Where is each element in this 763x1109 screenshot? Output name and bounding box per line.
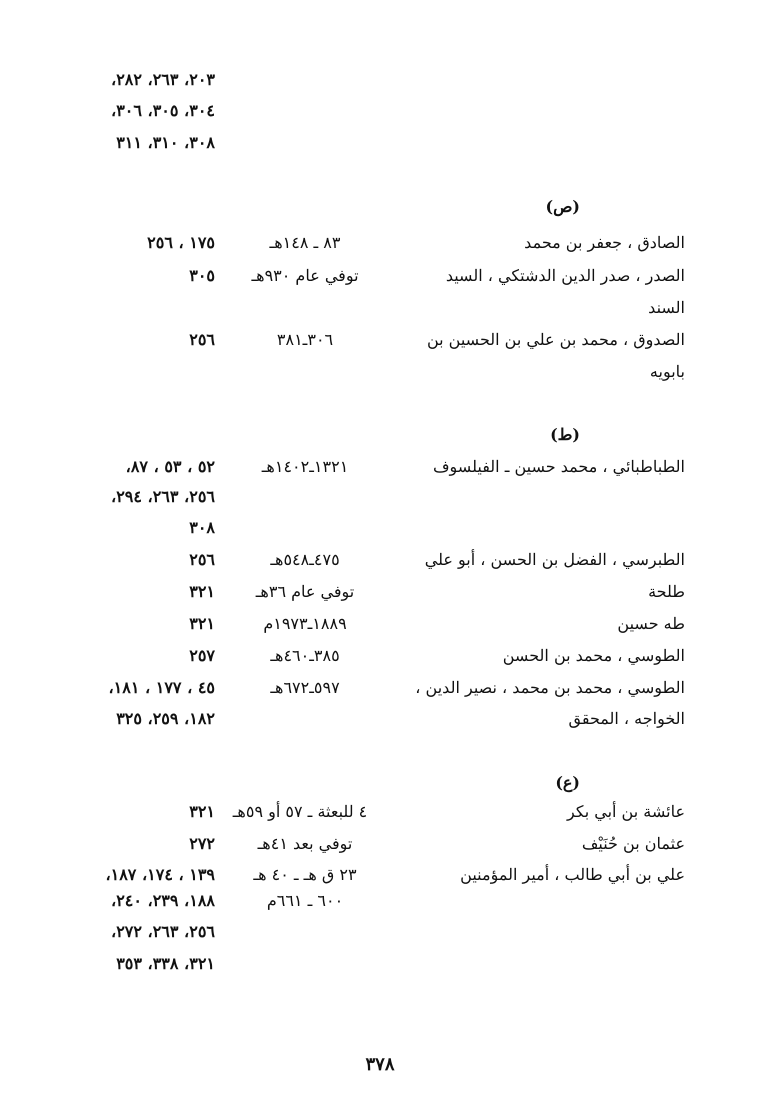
entry-pages: ٣٠٥ — [189, 266, 215, 285]
entry-name: عائشة بن أبي بكر — [567, 802, 685, 821]
entry-date: ٤٧٥ـ٥٤٨هـ — [270, 550, 340, 569]
entry-name-continuation: بابويه — [649, 362, 685, 381]
entry-pages-continuation: ٣٠٨ — [189, 518, 215, 537]
entry-pages: ٢٧٢ — [189, 834, 215, 853]
entry-pages: ١٧٥ ، ٢٥٦ — [147, 233, 215, 252]
entry-name: علي بن أبي طالب ، أمير المؤمنين — [460, 865, 685, 884]
entry-pages-continuation: ٢٥٦، ٢٦٣، ٢٩٤، — [111, 487, 215, 506]
entry-name: الطبرسي ، الفضل بن الحسن ، أبو علي — [424, 550, 685, 569]
entry-pages: ٢٥٦ — [189, 550, 215, 569]
entry-date: ١٣٢١ـ١٤٠٢هـ — [261, 457, 349, 476]
entry-pages: ٤٥ ، ١٧٧ ، ١٨١، — [108, 678, 215, 697]
page-number: ٣٧٨ — [365, 1054, 395, 1075]
carryover-pages-line-1: ٢٠٣، ٢٦٣، ٢٨٢، — [111, 70, 215, 89]
entry-name-continuation: السند — [648, 298, 685, 317]
entry-name: طلحة — [648, 582, 685, 601]
entry-name: الصادق ، جعفر بن محمد — [524, 233, 685, 252]
entry-pages: ٣٢١ — [189, 802, 215, 821]
entry-name: طه حسين — [617, 614, 685, 633]
entry-name: الصدر ، صدر الدين الدشتكي ، السيد — [445, 266, 685, 285]
entry-pages-continuation: ١٨٨، ٢٣٩، ٢٤٠، — [111, 891, 215, 910]
entry-name-continuation: الخواجه ، المحقق — [568, 709, 685, 728]
entry-date: ٥٩٧ـ٦٧٢هـ — [270, 678, 340, 697]
entry-pages: ٥٢ ، ٥٣ ، ٨٧، — [125, 457, 215, 476]
entry-date: ٣٠٦ـ٣٨١ — [276, 330, 334, 349]
entry-date: توفي عام ٩٣٠هـ — [251, 266, 359, 285]
entry-name: الصدوق ، محمد بن علي بن الحسين بن — [426, 330, 685, 349]
carryover-pages-line-2: ٣٠٤، ٣٠٥، ٣٠٦، — [111, 101, 215, 120]
carryover-pages-line-3: ٣٠٨، ٣١٠، ٣١١ — [116, 133, 215, 152]
entry-date: توفي بعد ٤١هـ — [257, 834, 353, 853]
entry-name: عثمان بن حُنَيْف — [581, 834, 685, 853]
entry-pages: ٣٢١ — [189, 614, 215, 633]
section-heading-ta: (ط) — [550, 425, 580, 444]
entry-date: ١٨٨٩ـ١٩٧٣م — [263, 614, 347, 633]
entry-date: ٣٨٥ـ٤٦٠هـ — [270, 646, 340, 665]
entry-pages-continuation: ٣٢١، ٣٣٨، ٣٥٣ — [116, 954, 215, 973]
entry-pages: ١٣٩ ، ١٧٤، ١٨٧، — [105, 865, 215, 884]
entry-pages: ٢٥٦ — [189, 330, 215, 349]
entry-pages: ٢٥٧ — [189, 646, 215, 665]
entry-date-continuation: ٦٠٠ ـ ٦٦١م — [266, 891, 344, 910]
entry-pages-continuation: ١٨٢، ٢٥٩، ٣٢٥ — [116, 709, 215, 728]
entry-name: الطوسي ، محمد بن محمد ، نصير الدين ، — [415, 678, 685, 697]
section-heading-ain: (ع) — [555, 773, 580, 792]
entry-date: ٨٣ ـ ١٤٨هـ — [269, 233, 341, 252]
section-heading-sad: (ص) — [545, 197, 580, 216]
entry-pages-continuation: ٢٥٦، ٢٦٣، ٢٧٢، — [111, 922, 215, 941]
entry-date: توفي عام ٣٦هـ — [255, 582, 355, 601]
entry-name: الطباطبائي ، محمد حسين ـ الفيلسوف — [432, 457, 685, 476]
entry-date: ٤ للبعثة ـ ٥٧ أو ٥٩هـ — [232, 802, 368, 821]
entry-name: الطوسي ، محمد بن الحسن — [502, 646, 685, 665]
entry-date: ٢٣ ق هـ ـ ٤٠ هـ — [253, 865, 357, 884]
entry-pages: ٣٢١ — [189, 582, 215, 601]
